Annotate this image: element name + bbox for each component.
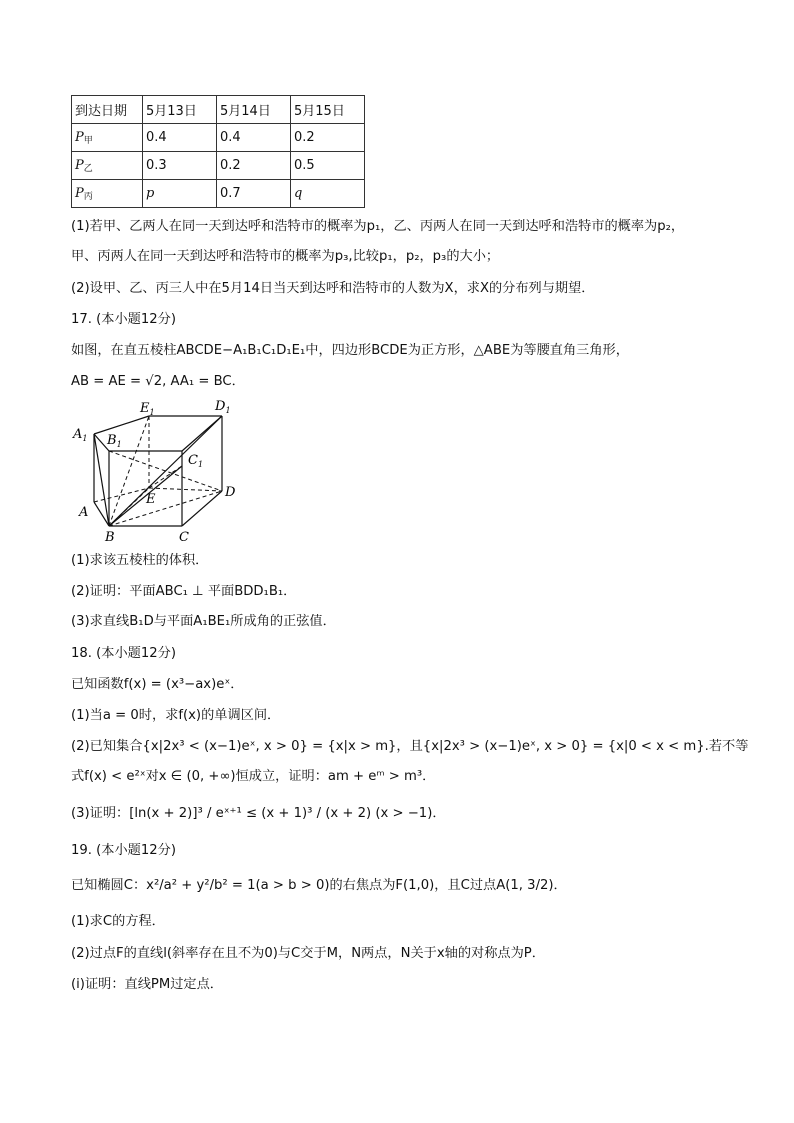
table-cell: 0.7 — [217, 180, 291, 208]
table-row — [72, 124, 365, 152]
q17-part2: (2)证明：平面ABC₁ ⊥ 平面BDD₁B₁． — [71, 584, 297, 599]
row-label: $P_甲$ — [72, 124, 143, 152]
q17-stem-line1: 如图，在直五棱柱ABCDE−A₁B₁C₁D₁E₁中，四边形BCDE为正方形，△ABE为等腰直角三角形， — [71, 343, 629, 358]
table-cell: 0.2 — [291, 124, 365, 152]
q19-heading: 19. (本小题12分) — [71, 843, 176, 858]
label-C: C — [179, 530, 189, 545]
label-A1: $A_1$ — [73, 427, 88, 443]
label-A: A — [79, 505, 89, 520]
table-cell: 0.4 — [217, 124, 291, 152]
q17-part3: (3)求直线B₁D与平面A₁BE₁所成角的正弦值． — [71, 614, 336, 629]
table-cell: p — [143, 180, 217, 208]
q19-part2-i: (ⅰ)证明：直线PM过定点． — [71, 977, 223, 992]
label-D1: $D_1$ — [215, 399, 231, 415]
q18-part1: (1)当a = 0时，求f(x)的单调区间． — [71, 708, 281, 723]
q16-part1-line1: (1)若甲、乙两人在同一天到达呼和浩特市的概率为p₁，乙、丙两人在同一天到达呼和浩特市的概率为p₂， — [71, 219, 685, 234]
table-header-cell: 到达日期 — [72, 96, 143, 124]
table-cell: 0.2 — [217, 152, 291, 180]
table-header-cell: 5月14日 — [217, 96, 291, 124]
q19-part1: (1)求C的方程． — [71, 914, 165, 929]
table-cell: q — [291, 180, 365, 208]
q16-part1-line2: 甲、丙两人在同一天到达呼和浩特市的概率为p₃,比较p₁，p₂，p₃的大小； — [71, 249, 500, 264]
table-header-row — [72, 96, 365, 124]
label-E: E — [146, 492, 156, 507]
table-header-cell: 5月15日 — [291, 96, 365, 124]
q18-part2-line2: 式f(x) < e²ˣ对x ∈ (0, +∞)恒成立，证明：am + eᵐ > m³． — [71, 769, 436, 784]
q16-part2: (2)设甲、乙、丙三人中在5月14日当天到达呼和浩特市的人数为X，求X的分布列与期望． — [71, 281, 595, 296]
label-C1: $C_1$ — [188, 453, 204, 469]
q19-part2: (2)过点F的直线l(斜率存在且不为0)与C交于M，N两点，N关于x轴的对称点为P． — [71, 946, 545, 961]
q19-stem: 已知椭圆C：x²/a² + y²/b² = 1(a > b > 0)的右焦点为F(1,0)，且C过点A(1, 3/2)． — [71, 878, 567, 893]
q17-stem-line2: AB = AE = √2, AA₁ = BC． — [71, 374, 245, 389]
q18-part3: (3)证明：[ln(x + 2)]³ / eˣ⁺¹ ≤ (x + 1)³ / (x + 2) (x > −1)． — [71, 806, 446, 821]
table-cell: 0.3 — [143, 152, 217, 180]
table-header-cell: 5月13日 — [143, 96, 217, 124]
label-B1: $B_1$ — [107, 433, 122, 449]
label-E1: $E_1$ — [140, 401, 155, 417]
q18-heading: 18. (本小题12分) — [71, 646, 176, 661]
q17-heading: 17. (本小题12分) — [71, 312, 176, 327]
table-row — [72, 180, 365, 208]
table-cell: 0.4 — [143, 124, 217, 152]
label-D: D — [225, 485, 236, 500]
q18-stem: 已知函数f(x) = (x³−ax)eˣ． — [71, 677, 244, 692]
probability-table — [71, 95, 365, 208]
prism-figure — [70, 396, 250, 546]
table-row — [72, 152, 365, 180]
q17-part1: (1)求该五棱柱的体积． — [71, 553, 209, 568]
row-label: $P_乙$ — [72, 152, 143, 180]
q18-part2-line1: (2)已知集合{x|2x³ < (x−1)eˣ, x > 0} = {x|x > m}，且{x|2x³ > (x−1)eˣ, x > 0} = {x|0 < x < m}.若不等 — [71, 739, 749, 754]
table-cell: 0.5 — [291, 152, 365, 180]
row-label: $P_丙$ — [72, 180, 143, 208]
label-B: B — [105, 530, 115, 545]
